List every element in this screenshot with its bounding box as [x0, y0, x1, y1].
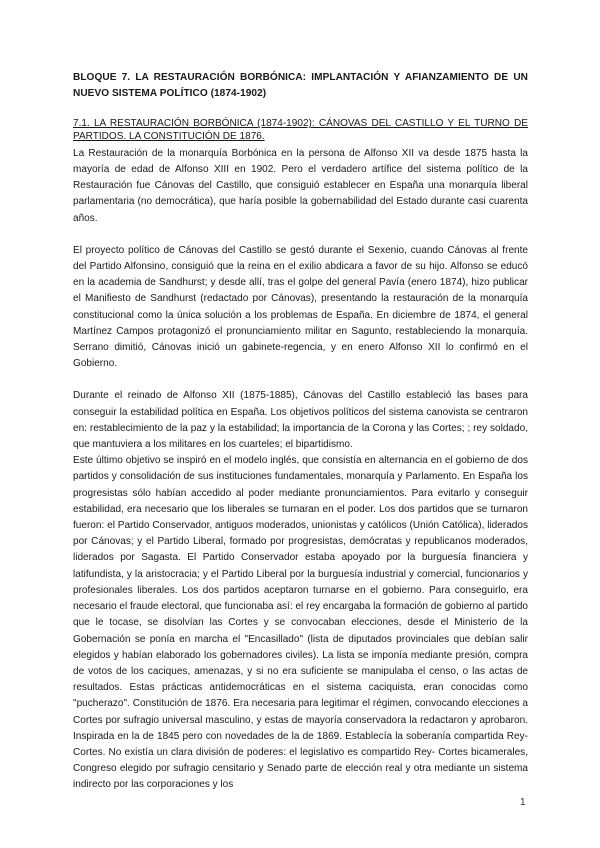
paragraph-canovas-project: El proyecto político de Cánovas del Castillo se gestó durante el Sexenio, cuando Cánovas al frente del Partido Alfonsino, consiguió que la reina en el exilio abdicara a favor de su hijo. Alfonso se educó en la academia de Sandhurst; y desde allí, tras el golpe del general Pavía (enero 1874), hizo publicar el Manifiesto de Sandhurst (redactado por Cánovas), presentando la restauración de la monarquía constitucional como la única solución a los problemas de España. En diciembre de 1874, el general Martínez Campos protagonizó el pronunciamiento militar en Sagunto, restableciendo la monarquía. Serrano dimitió, Cánovas inició un gabinete-regencia, y en enero Alfonso XII lo confirmó en el Gobierno. — [73, 244, 528, 370]
paragraph-intro: La Restauración de la monarquía Borbónica en la persona de Alfonso XII va desde 1875 hasta la mayoría de edad de Alfonso XIII en 1902. Pero el verdadero artífice del sistema político de la Restauración fue Cánovas del Castillo, que consiguió establecer en España una monarquía liberal parlamentaria (no democrática), que haría posible la gobernabilidad del Estado durante casi cuarenta años. — [73, 147, 528, 224]
page-title: BLOQUE 7. LA RESTAURACIÓN BORBÓNICA: IMPLANTACIÓN Y AFIANZAMIENTO DE UN NUEVO SISTEMA POLÍTICO (1874-1902) — [73, 72, 528, 100]
paragraph-bipartidismo: Este último objetivo se inspiró en el modelo inglés, que consistía en alternancia en el gobierno de dos partidos y consolidación de sus instituciones fundamentales, monarquía y Parlamento. En España los progresistas sólo habían accedido al poder mediante pronunciamientos. Para evitarlo y conseguir estabilidad, era necesario que los liberales se turnaran en el poder. Los dos partidos que se turnaron fueron: el Partido Conservador, antiguos moderados, unionistas y católicos (Unión Católica), liderados por Cánovas; y el Partido Liberal, formado por progresistas, demócratas y republicanos moderados, liderados por Sagasta. El Partido Conservador estaba apoyado por la burguesía financiera y latifundista, y la aristocracia; y el Partido Liberal por la burguesía industrial y comercial, funcionarios y profesionales liberales. Los dos partidos aceptaron turnarse en el gobierno. Para conseguirlo, era necesario el fraude electoral, que funcionaba así: el rey encargaba la formación de gobierno al partido que le tocase, se disolvían las Cortes y se convocaban elecciones, desde el Ministerio de la Gobernación se ponía en marcha el "Encasillado" (lista de diputados provinciales que debían salir elegidos y habían elaborado los gobernadores civiles). La lista se imponía mediante presión, compra de votos de los caciques, amenazas, y si no era suficiente se manipulaba el censo, o las actas de resultados. Estas prácticas antidemocráticas en el sistema caciquista, eran conocidas como "pucherazo". Constitución de 1876. Era necesaria para legitimar el régimen, convocando elecciones a Cortes por sufragio universal masculino, y estas de mayoría conservadora la redactaron y aprobaron. Inspirada en la de 1845 pero con novedades de la de 1869. Establecía la soberanía compartida Rey-Cortes. No existía un clara división de poderes: el legislativo es compartido Rey- Cortes bicamerales, Congreso elegido por sufragio censitario y Senado parte de elección real y otra mediante un sistema indirecto por las corporaciones y los — [73, 455, 528, 791]
paragraph-alfonso-xii-reign: Durante el reinado de Alfonso XII (1875-1885), Cánovas del Castillo estableció las bases para conseguir la estabilidad política en España. Los objetivos políticos del sistema canovista se centraron en: restablecimiento de la paz y la estabilidad; la importancia de la Corona y las Cortes; ; rey soldado, que mantuviera a los militares en los cuarteles; el bipartidismo. — [73, 390, 528, 451]
page-number: 1 — [520, 797, 526, 808]
document-body — [73, 70, 528, 794]
section-heading: 7.1. LA RESTAURACIÓN BORBÓNICA (1874-1902): CÁNOVAS DEL CASTILLO Y EL TURNO DE PARTIDOS. LA CONSTITUCIÓN DE 1876. — [73, 118, 528, 142]
